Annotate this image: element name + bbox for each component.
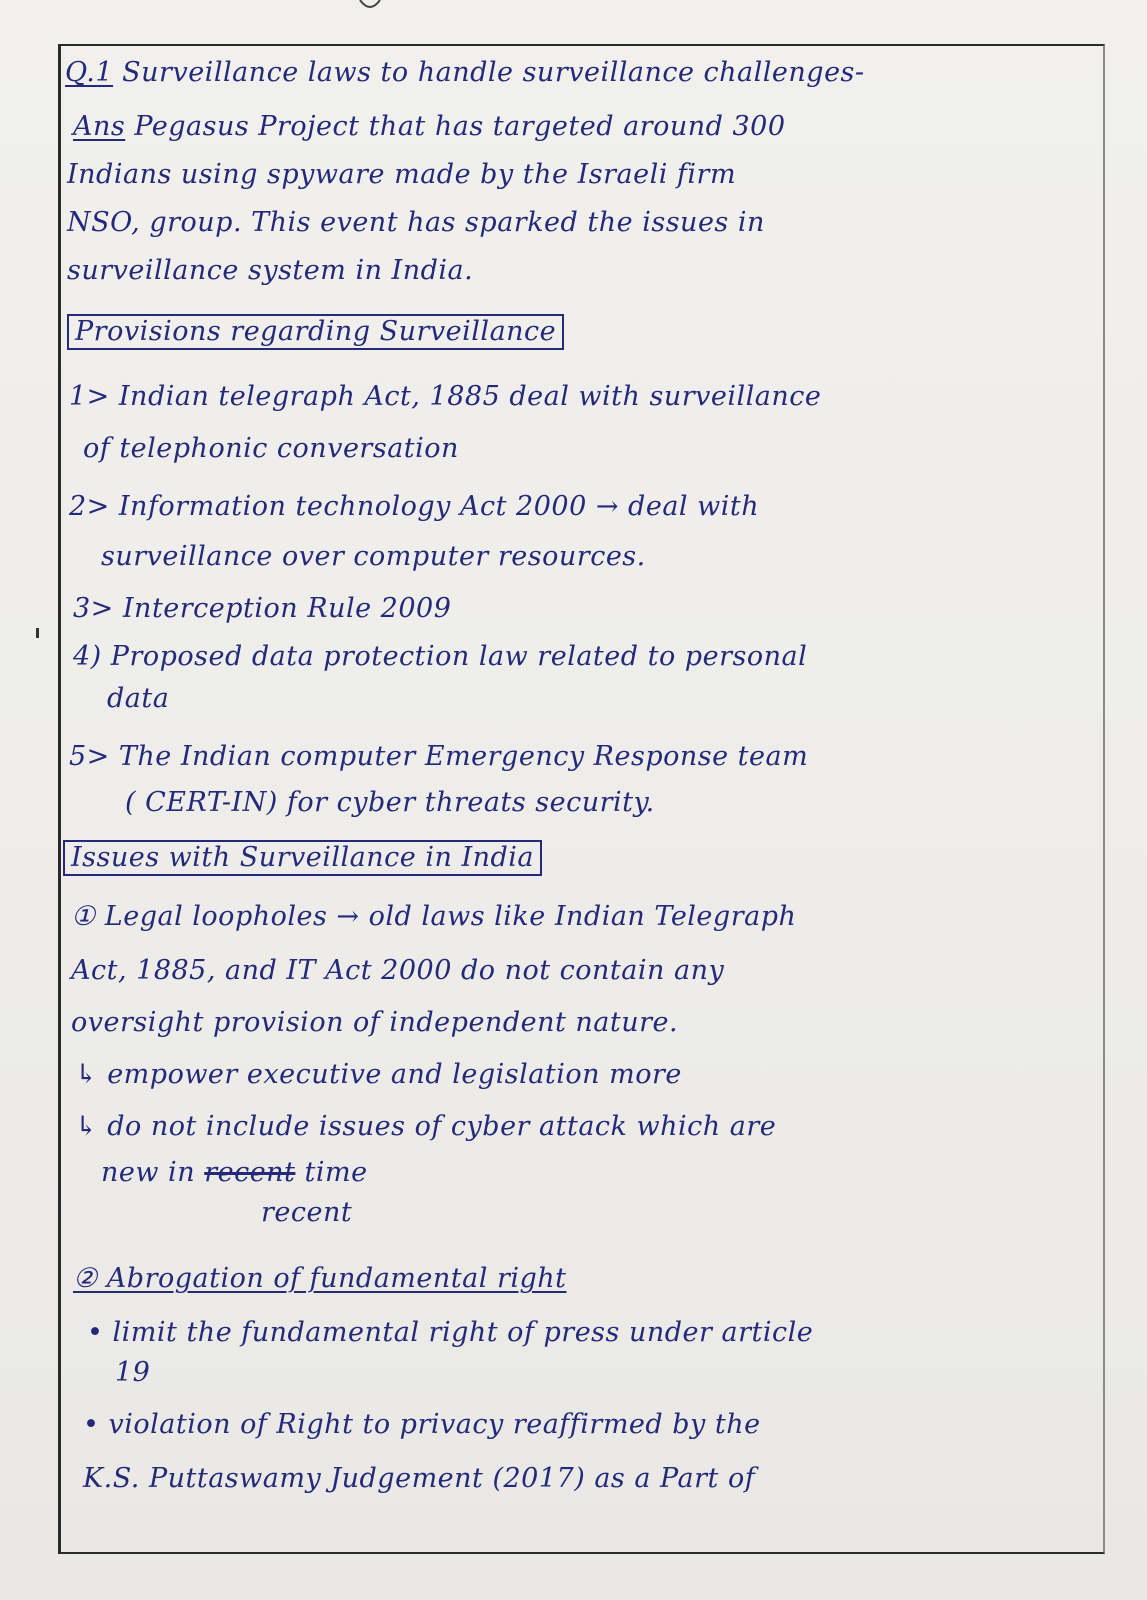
- cont-prefix: new in: [101, 1157, 196, 1188]
- issue-2-bullet-2: • violation of Right to privacy reaffirmed by the: [83, 1409, 761, 1440]
- intro-text-1: Pegasus Project that has targeted around 300: [134, 111, 786, 142]
- issue-1-sub-1: ↳ empower executive and legislation more: [75, 1059, 682, 1090]
- issue-1-line-2: Act, 1885, and IT Act 2000 do not contain any: [71, 955, 725, 986]
- provision-5-line-1: 5> The Indian computer Emergency Response team: [69, 741, 809, 772]
- issues-heading-text: Issues with Surveillance in India: [63, 840, 542, 876]
- issue-1-sub-2: ↳ do not include issues of cyber attack which are: [75, 1111, 777, 1142]
- answer-line-1: [73, 110, 786, 144]
- issues-heading: [63, 840, 542, 876]
- provision-2-line-2: surveillance over computer resources.: [101, 541, 646, 572]
- answer-line-3: NSO, group. This event has sparked the issues in: [67, 207, 765, 238]
- page-edge-mark: [0, 0, 1147, 20]
- provision-3-line-1: 3> Interception Rule 2009: [73, 593, 452, 624]
- margin-mark: [36, 628, 39, 638]
- answer-label: Ans: [73, 111, 126, 142]
- question-number: Q.1: [65, 57, 114, 88]
- issue-1-title-line: ① Legal loopholes → old laws like Indian Telegraph: [71, 901, 797, 932]
- correction-word: recent: [261, 1197, 353, 1228]
- issue-2-bullet-1-cont: 19: [115, 1357, 151, 1388]
- issue-2-bullet-1: • limit the fundamental right of press under article: [87, 1317, 814, 1348]
- cont-suffix: time: [304, 1157, 368, 1188]
- struck-word: recent: [204, 1157, 296, 1188]
- provision-1-line-1: 1> Indian telegraph Act, 1885 deal with surveillance: [69, 381, 822, 412]
- answer-sheet: [58, 44, 1105, 1554]
- issue-2-title: [73, 1262, 567, 1296]
- provisions-heading-text: Provisions regarding Surveillance: [67, 314, 564, 350]
- issue-1-line-3: oversight provision of independent nature.: [71, 1007, 679, 1038]
- provision-4-line-2: data: [107, 683, 170, 714]
- issue-2-title-text: ② Abrogation of fundamental right: [73, 1263, 567, 1294]
- issue-2-bullet-2-cont: K.S. Puttaswamy Judgement (2017) as a Part of: [83, 1463, 756, 1494]
- question-text: Surveillance laws to handle surveillance challenges-: [122, 57, 865, 88]
- provision-5-line-2: ( CERT-IN) for cyber threats security.: [125, 787, 655, 818]
- provisions-heading: [67, 314, 564, 350]
- answer-line-2: Indians using spyware made by the Israeli firm: [67, 159, 737, 190]
- provision-4-line-1: 4) Proposed data protection law related to personal: [73, 641, 808, 672]
- provision-1-line-2: of telephonic conversation: [83, 433, 459, 464]
- provision-2-line-1: 2> Information technology Act 2000 → deal with: [69, 491, 760, 522]
- answer-line-4: surveillance system in India.: [67, 255, 474, 286]
- question-line: [65, 56, 865, 90]
- issue-1-sub-2-cont: [101, 1156, 368, 1190]
